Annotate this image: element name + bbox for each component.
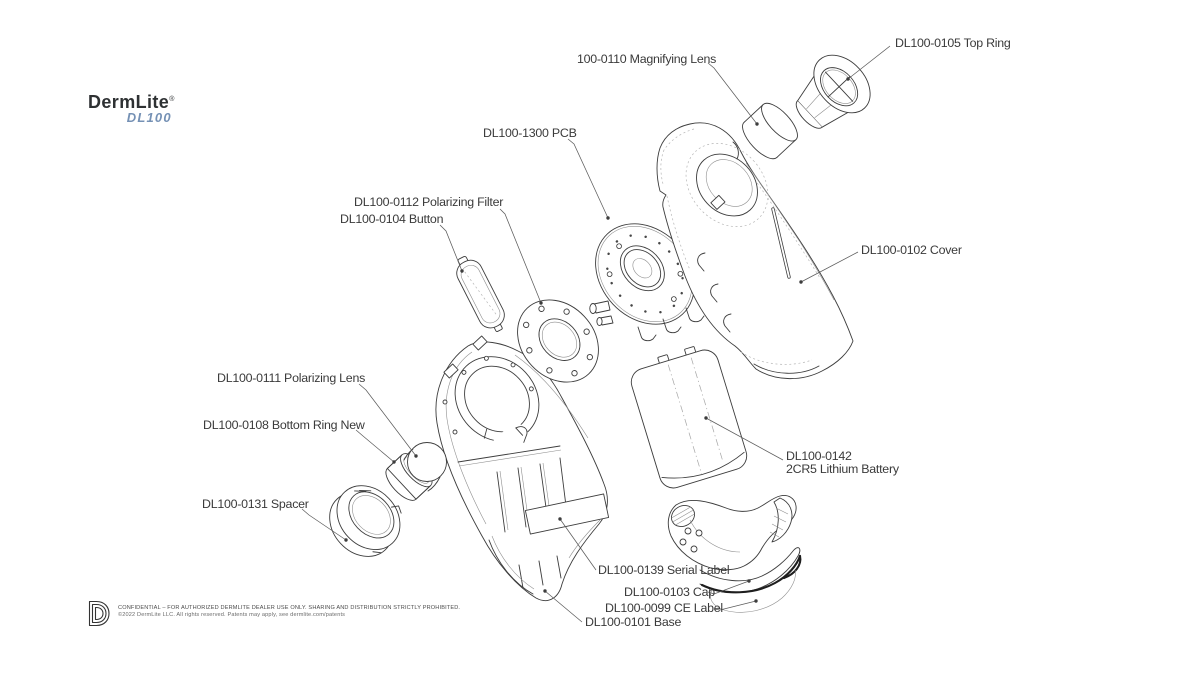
dermlite-d-icon — [87, 600, 111, 627]
label-bottom-ring: DL100-0108 Bottom Ring New — [203, 418, 365, 432]
label-polarizing-filter: DL100-0112 Polarizing Filter — [354, 195, 504, 209]
label-base: DL100-0101 Base — [585, 615, 682, 629]
label-ce-label: DL100-0099 CE Label — [605, 601, 723, 615]
label-cap: DL100-0103 Cap — [624, 585, 715, 599]
brand-model: DL100 — [126, 110, 172, 125]
label-pcb: DL100-1300 PCB — [483, 126, 577, 140]
label-top-ring: DL100-0105 Top Ring — [895, 36, 1011, 50]
part-top-ring — [781, 44, 881, 143]
label-magnifying-lens: 100-0110 Magnifying Lens — [577, 52, 717, 66]
part-cover — [657, 123, 853, 379]
part-battery — [626, 341, 750, 492]
brand-name: DermLite® — [88, 92, 175, 112]
footer-copyright-text: ©2022 DermLite LLC. All rights reserved. Patents may apply, see dermlite.com/patents — [118, 612, 346, 618]
registered-mark-icon: ® — [169, 96, 175, 103]
label-serial-label: DL100-0139 Serial Label — [598, 563, 730, 577]
brand-logo — [88, 92, 175, 125]
label-battery — [786, 450, 899, 476]
label-spacer: DL100-0131 Spacer — [202, 497, 309, 511]
footer — [87, 600, 460, 627]
footer-confidential-text: CONFIDENTIAL – FOR AUTHORIZED DERMLITE DEALER USE ONLY. SHARING AND DISTRIBUTION STRICTLY PROHIBITED. — [118, 605, 461, 611]
label-polarizing-lens: DL100-0111 Polarizing Lens — [217, 371, 366, 385]
label-button: DL100-0104 Button — [340, 212, 444, 226]
label-cover: DL100-0102 Cover — [861, 243, 962, 257]
label-battery-line1: DL100-0142 — [786, 449, 852, 463]
label-battery-line2: 2CR5 Lithium Battery — [786, 462, 899, 476]
